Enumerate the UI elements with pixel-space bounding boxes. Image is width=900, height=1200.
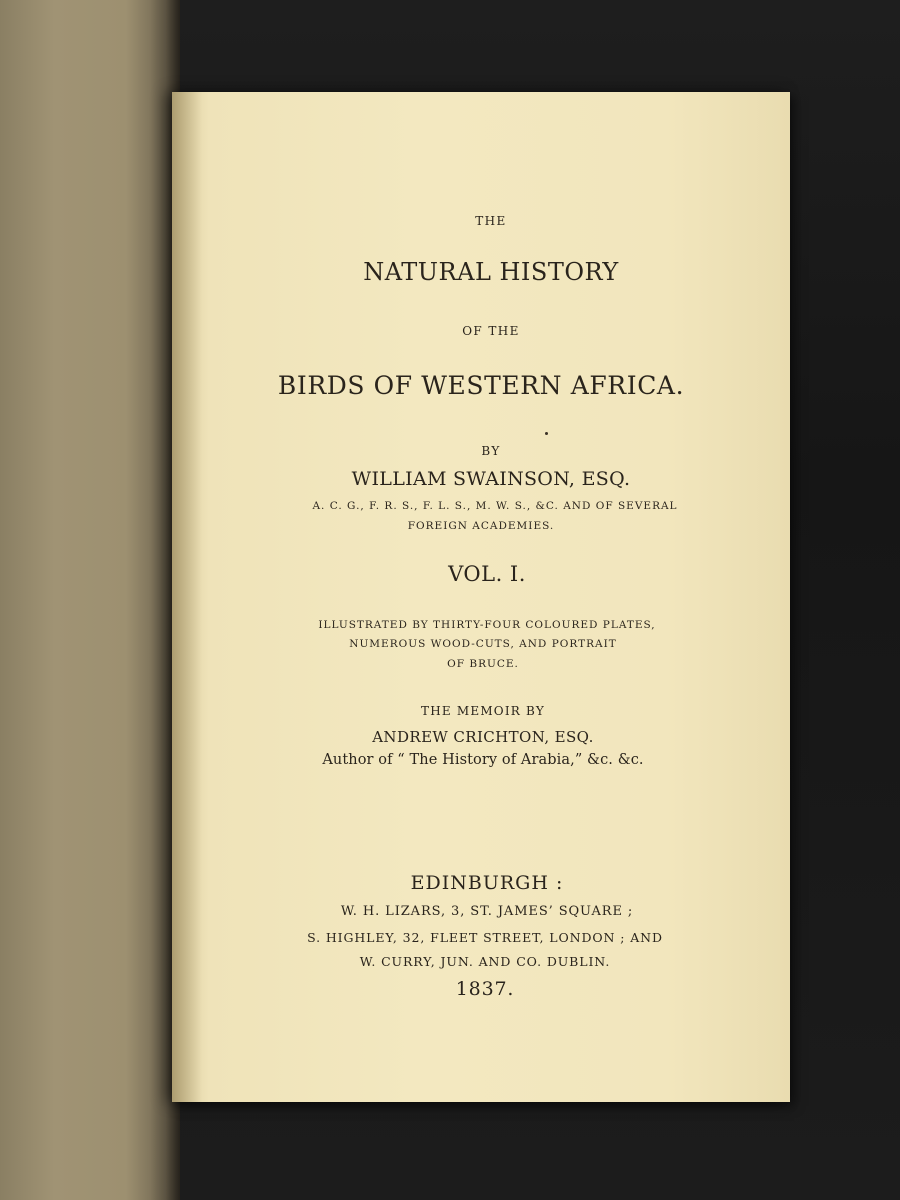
imprint-publisher-line2: S. HIGHLEY, 32, FLEET STREET, LONDON ; AND (307, 930, 663, 945)
volume-number: VOL. I. (448, 562, 526, 586)
author-credentials-line2: FOREIGN ACADEMIES. (407, 520, 555, 532)
title-page (172, 92, 790, 1102)
byline-by: BY (481, 444, 501, 458)
ink-speck (545, 432, 548, 435)
imprint-city: EDINBURGH : (410, 872, 564, 894)
illustrations-line3: OF BRUCE. (447, 658, 519, 670)
memoir-author-note: Author of “ The History of Arabia,” &c. &c. (322, 752, 644, 768)
author-name: WILLIAM SWAINSON, ESQ. (351, 468, 631, 490)
imprint-year: 1837. (455, 978, 515, 1000)
illustrations-line1: ILLUSTRATED BY THIRTY-FOUR COLOURED PLATES, (318, 619, 656, 631)
imprint-publisher-line1: W. H. LIZARS, 3, ST. JAMES’ SQUARE ; (340, 904, 634, 919)
title-of-the: OF THE (462, 324, 520, 338)
title-natural-history: NATURAL HISTORY (363, 258, 619, 286)
illustrations-line2: NUMEROUS WOOD-CUTS, AND PORTRAIT (349, 638, 617, 650)
memoir-author: ANDREW CRICHTON, ESQ. (372, 728, 594, 746)
imprint-publisher-line3: W. CURRY, JUN. AND CO. DUBLIN. (359, 954, 611, 969)
memoir-by: THE MEMOIR BY (421, 704, 545, 718)
author-credentials-line1: A. C. G., F. R. S., F. L. S., M. W. S., &C. AND OF SEVERAL (312, 500, 678, 512)
title-the: THE (475, 214, 507, 228)
title-birds-of-western-africa: BIRDS OF WESTERN AFRICA. (277, 371, 685, 400)
page-gutter-shadow (172, 92, 202, 1102)
